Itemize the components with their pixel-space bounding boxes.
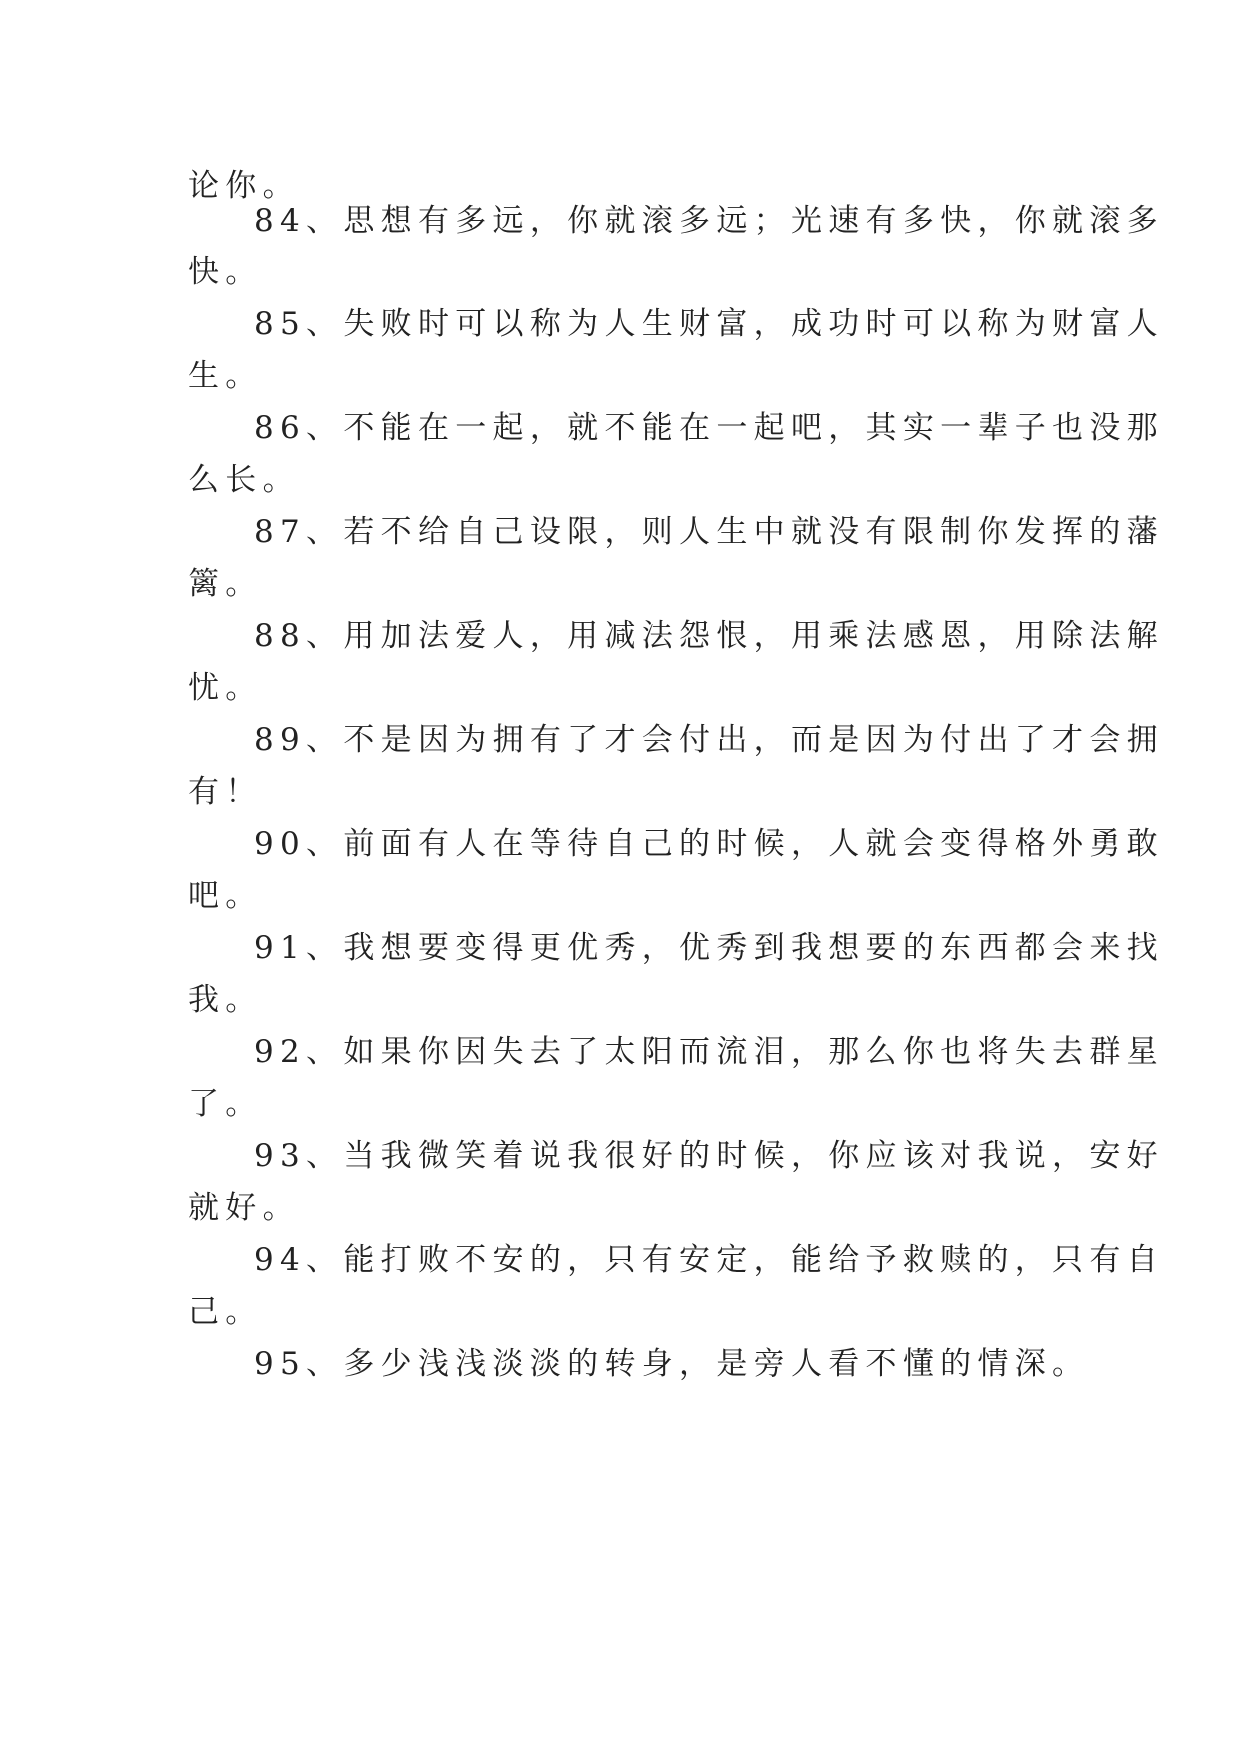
text-line: 生。 (188, 358, 263, 394)
text-line: 吧。 (188, 878, 263, 914)
text-line: 85、失败时可以称为人生财富，成功时可以称为财富人 (254, 306, 1164, 342)
text-line: 我。 (188, 982, 263, 1018)
text-line: 93、当我微笑着说我很好的时候，你应该对我说，安好 (254, 1138, 1164, 1174)
text-line: 忧。 (188, 670, 263, 706)
text-line: 论你。 (188, 168, 300, 204)
text-line: 快。 (188, 254, 263, 290)
text-line: 86、不能在一起，就不能在一起吧，其实一辈子也没那 (254, 410, 1164, 446)
text-line: 就好。 (188, 1190, 300, 1226)
text-line: 92、如果你因失去了太阳而流泪，那么你也将失去群星 (254, 1034, 1164, 1070)
text-line: 篱。 (188, 566, 263, 602)
text-line: 89、不是因为拥有了才会付出，而是因为付出了才会拥 (254, 722, 1164, 758)
text-line: 87、若不给自己设限，则人生中就没有限制你发挥的藩 (254, 514, 1164, 550)
text-line: 88、用加法爱人，用减法怨恨，用乘法感恩，用除法解 (254, 618, 1164, 654)
text-line: 91、我想要变得更优秀，优秀到我想要的东西都会来找 (254, 930, 1164, 966)
text-line: 84、思想有多远，你就滚多远；光速有多快，你就滚多 (254, 203, 1164, 239)
text-line: 己。 (188, 1294, 263, 1330)
text-line: 94、能打败不安的，只有安定，能给予救赎的，只有自 (254, 1242, 1164, 1278)
text-line: 95、多少浅浅淡淡的转身，是旁人看不懂的情深。 (254, 1346, 1090, 1382)
text-line: 有！ (188, 774, 263, 810)
text-line: 么长。 (188, 462, 300, 498)
text-line: 了。 (188, 1086, 263, 1122)
text-line: 90、前面有人在等待自己的时候，人就会变得格外勇敢 (254, 826, 1164, 862)
